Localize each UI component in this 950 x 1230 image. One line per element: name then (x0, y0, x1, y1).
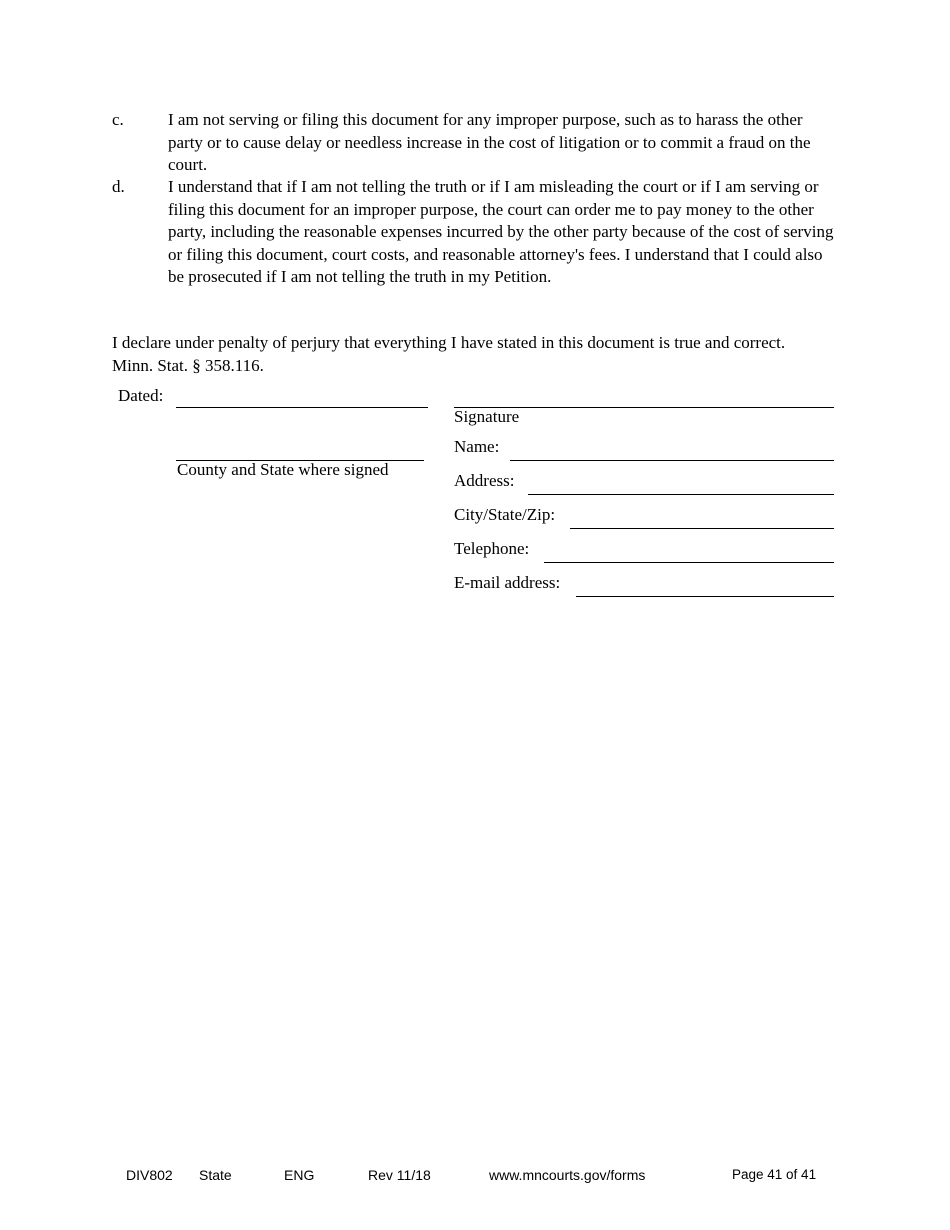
telephone-label: Telephone: (454, 539, 530, 558)
footer-form-id: DIV802 (126, 1167, 173, 1183)
name-label: Name: (454, 437, 500, 456)
footer-url: www.mncourts.gov/forms (489, 1167, 646, 1183)
signature-label: Signature (454, 407, 520, 426)
footer-language: ENG (284, 1167, 315, 1183)
footer-revision: Rev 11/18 (368, 1167, 431, 1183)
city-state-zip-label: City/State/Zip: (454, 505, 556, 524)
address-label: Address: (454, 471, 515, 490)
dated-field[interactable] (176, 407, 428, 408)
email-label: E-mail address: (454, 573, 561, 592)
perjury-declaration: I declare under penalty of perjury that everything I have stated in this document is true and correct. Minn. Stat. § 358.116. (112, 333, 786, 375)
footer-state: State (199, 1167, 232, 1183)
name-field[interactable] (510, 460, 834, 461)
email-field[interactable] (576, 596, 834, 597)
county-state-label: County and State where signed (177, 460, 389, 479)
item-d-text: I understand that if I am not telling the truth or if I am misleading the court or if I am serving or filing this document for an improper purpose, the court can order me to pay money to the other party, including the reasonable expenses incurred by the other party because of the cost of serving or filing this document, court costs, and reasonable attorney's fees. I understand that I could also be prosecuted if I am not telling the truth in my Petition. (168, 177, 834, 286)
item-c-text: I am not serving or filing this document for any improper purpose, such as to harass the other party or to cause delay or needless increase in the cost of litigation or to commit a fraud on the court. (168, 110, 811, 174)
city-state-zip-field[interactable] (570, 528, 834, 529)
item-c-marker: c. (112, 110, 124, 129)
item-d-marker: d. (112, 177, 125, 196)
address-field[interactable] (528, 494, 834, 495)
dated-label: Dated: (118, 386, 164, 405)
footer-page-number: Page 41 of 41 (732, 1167, 817, 1182)
telephone-field[interactable] (544, 562, 834, 563)
